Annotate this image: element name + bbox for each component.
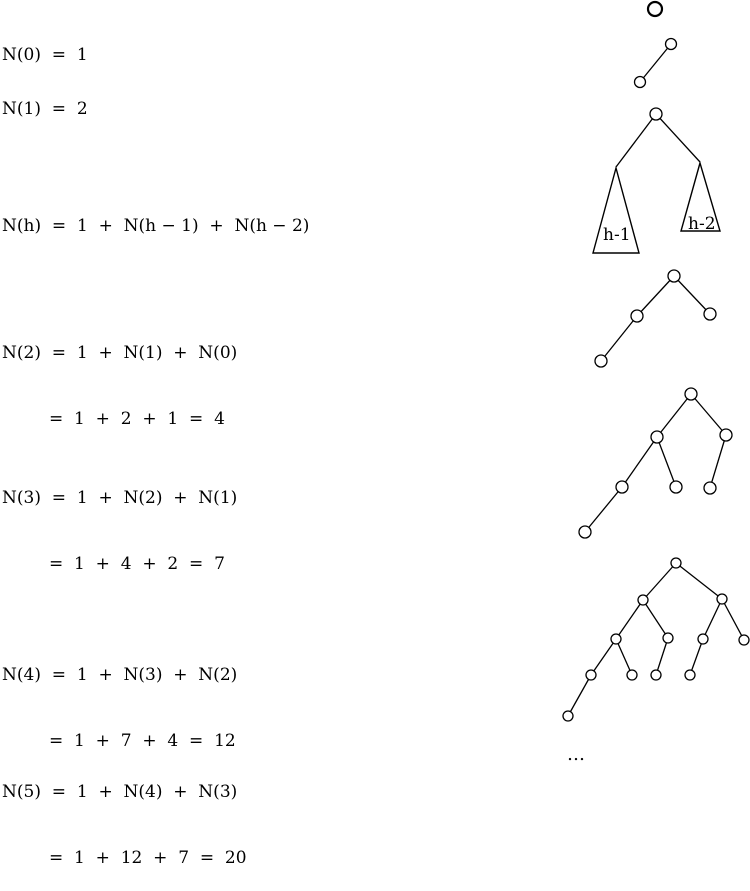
tree-node [670,481,682,493]
tree-edge [710,435,726,488]
equation-n2-line-2: = 1 + 2 + 1 = 4 [49,409,225,429]
tree-node [631,310,643,322]
tree-node [663,633,673,643]
tree-edge [676,563,722,599]
equation-n3-line-1: N(3) = 1 + N(2) + N(1) [2,488,238,508]
tree-node [595,355,607,367]
tree-edge [616,639,632,675]
tree-edge [616,114,656,167]
tree-node [627,670,637,680]
equation-n1-line-1: N(1) = 2 [2,99,88,119]
tree-edge [591,639,616,675]
tree-edge [690,639,703,675]
tree-edge [601,316,637,361]
tree-node [651,670,661,680]
tree-node [717,594,727,604]
equation-n5-line-1: N(5) = 1 + N(4) + N(3) [2,782,238,802]
tree-node [666,39,677,50]
tree-edge [637,276,674,316]
equation-n2-line-1: N(2) = 1 + N(1) + N(0) [2,343,238,363]
tree-node [720,429,732,441]
tree-node [698,634,708,644]
tree-node [739,635,749,645]
tree-edge [568,675,591,716]
equation-n3-line-2: = 1 + 4 + 2 = 7 [49,554,225,574]
tree-height-4 [563,558,749,721]
tree-node [616,481,628,493]
tree-node [671,558,681,568]
tree-edge [656,114,700,162]
tree-edge [703,599,722,639]
tree-height-h [593,108,720,253]
tree-height-0 [648,2,662,16]
tree-node [638,595,648,605]
subtree-h-2-label: h-2 [688,214,716,234]
tree-node [563,711,573,721]
tree-node [611,634,621,644]
tree-edge [657,437,676,487]
tree-height-3 [579,388,732,538]
equation-n5-line-2: = 1 + 12 + 7 = 20 [49,848,247,868]
tree-edge [674,276,710,314]
tree-edge [640,44,671,82]
tree-node [651,431,663,443]
tree-edge [691,394,726,435]
tree-edge [622,437,657,487]
tree-edge [656,638,668,675]
tree-node [648,2,662,16]
tree-node [579,526,591,538]
ellipsis: … [567,744,586,765]
tree-node [704,308,716,320]
tree-node [586,670,596,680]
tree-edge [643,600,668,638]
tree-edge [585,487,622,532]
tree-edge [657,394,691,437]
tree-height-1 [635,39,677,88]
tree-node [635,77,646,88]
tree-edge [722,599,744,640]
tree-node [668,270,680,282]
tree-edge [616,600,643,639]
equation-n0-line-1: N(0) = 1 [2,45,88,65]
tree-node [685,388,697,400]
tree-node [650,108,662,120]
equation-n4-line-2: = 1 + 7 + 4 = 12 [49,731,236,751]
tree-node [685,670,695,680]
tree-node [704,482,716,494]
tree-height-2 [595,270,716,367]
tree-edge [643,563,676,600]
equation-nh-line-1: N(h) = 1 + N(h − 1) + N(h − 2) [2,216,310,236]
subtree-h-1-label: h-1 [603,225,631,245]
equation-n4-line-1: N(4) = 1 + N(3) + N(2) [2,665,238,685]
